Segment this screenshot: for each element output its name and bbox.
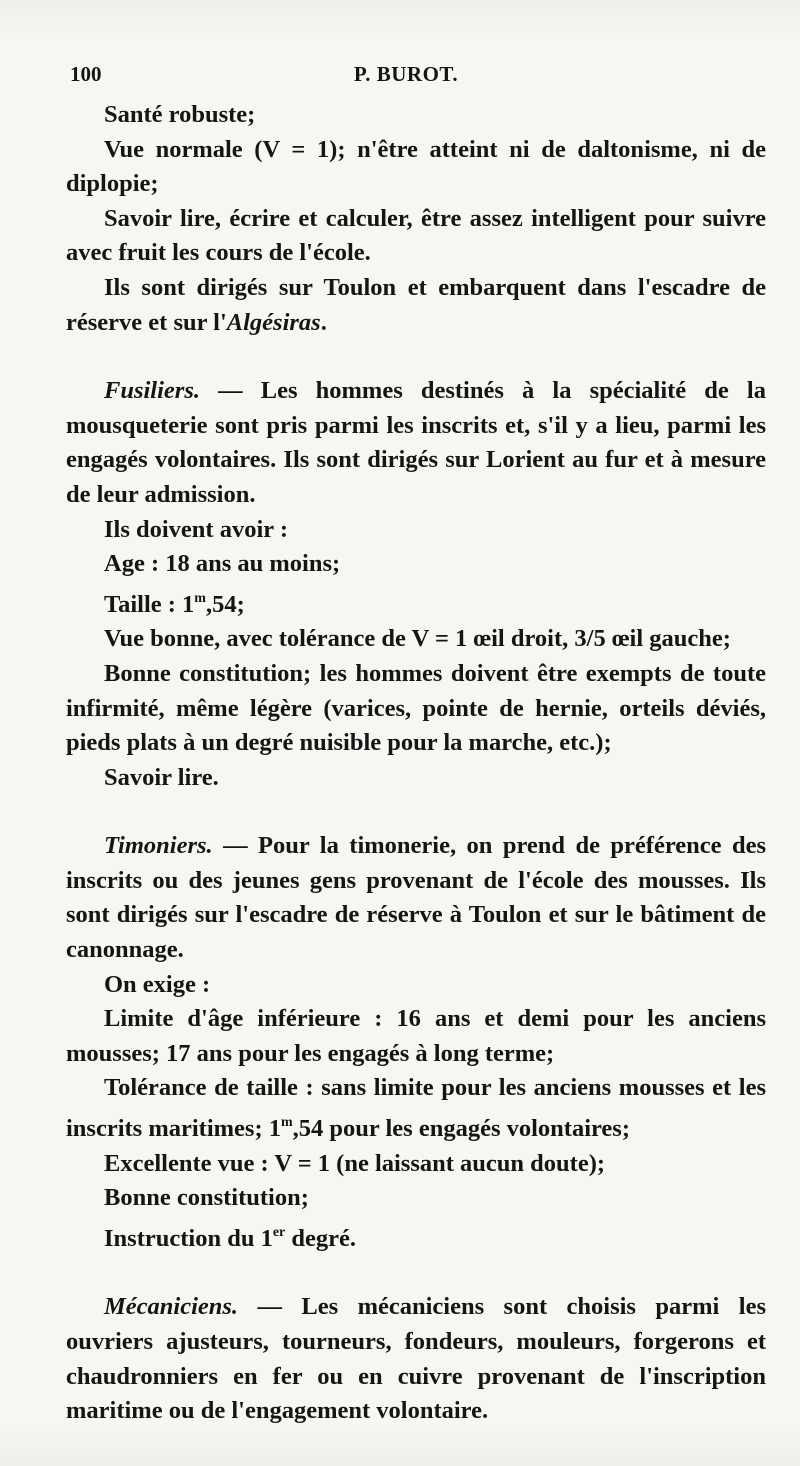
list-item: Vue bonne, avec tolérance de V = 1 œil droit, 3/5 œil gauche; <box>104 625 731 653</box>
running-title: P. BUROT. <box>353 62 459 86</box>
paragraph: Ils sont dirigés sur Toulon et embarquent dans l'escadre de réserve et sur l'Algésiras. <box>66 273 766 336</box>
section-heading: Fusiliers. <box>104 377 200 405</box>
section-mecaniciens: Mécaniciens. — Les mécaniciens sont choisis parmi les ouvriers ajusteurs, tourneurs, fondeurs, mouleurs, forgerons et chaudronniers en fer ou en cuivre provenant de l'inscription maritime ou de l'engagement volontaire. <box>66 1293 766 1425</box>
ship-name: Algésiras <box>226 308 321 336</box>
list-item: Age : 18 ans au moins; <box>104 550 341 578</box>
paragraph: Santé robuste; <box>104 101 256 128</box>
list-item: Savoir lire. <box>104 763 219 791</box>
section-fusiliers: Fusiliers. — Les hommes destinés à la spécialité de la mousqueterie sont pris parmi les inscrits et, s'il y a lieu, parmi les engagés volontaires. Ils sont dirigés sur Lorient au fur et à mesure de leur admission. <box>66 377 766 508</box>
page-header <box>70 62 742 96</box>
list-item: Bonne constitution; <box>104 1184 309 1212</box>
page-body <box>66 98 766 1429</box>
list-item: Limite d'âge inférieure : 16 ans et demi pour les anciens mousses; 17 ans pour les engagés à long terme; <box>66 1005 766 1067</box>
section-heading: Timoniers. <box>104 832 213 860</box>
list-item: Taille : 1$^m$,54; <box>104 590 245 618</box>
page-number: 100 <box>70 62 102 86</box>
section-timoniers: Timoniers. — Pour la timonerie, on prend de préférence des inscrits ou des jeunes gens provenant de l'école des mousses. Ils sont dirigés sur l'escadre de réserve à Toulon et sur le bâtiment de canonnage. <box>66 832 766 964</box>
list-item: Instruction du 1er degré. <box>104 1224 357 1252</box>
list-item: Excellente vue : V = 1 (ne laissant aucun doute); <box>104 1149 606 1177</box>
paragraph: Ils doivent avoir : <box>104 515 288 543</box>
paragraph: Savoir lire, écrire et calculer, être assez intelligent pour suivre avec fruit les cours de l'école. <box>66 204 766 267</box>
section-heading: Mécaniciens. <box>104 1293 239 1321</box>
list-item: Tolérance de taille : sans limite pour les anciens mousses et les inscrits maritimes; 1$^m$,54 pour les engagés volontaires; <box>66 1074 766 1143</box>
paragraph: Vue normale (V = 1); n'être atteint ni de daltonisme, ni de diplopie; <box>66 135 766 198</box>
list-item: Bonne constitution; les hommes doivent être exempts de toute infirmité, même légère (varices, pointe de hernie, orteils déviés, pieds plats à un degré nuisible pour la marche, etc.); <box>66 659 766 757</box>
paragraph: On exige : <box>104 970 211 998</box>
